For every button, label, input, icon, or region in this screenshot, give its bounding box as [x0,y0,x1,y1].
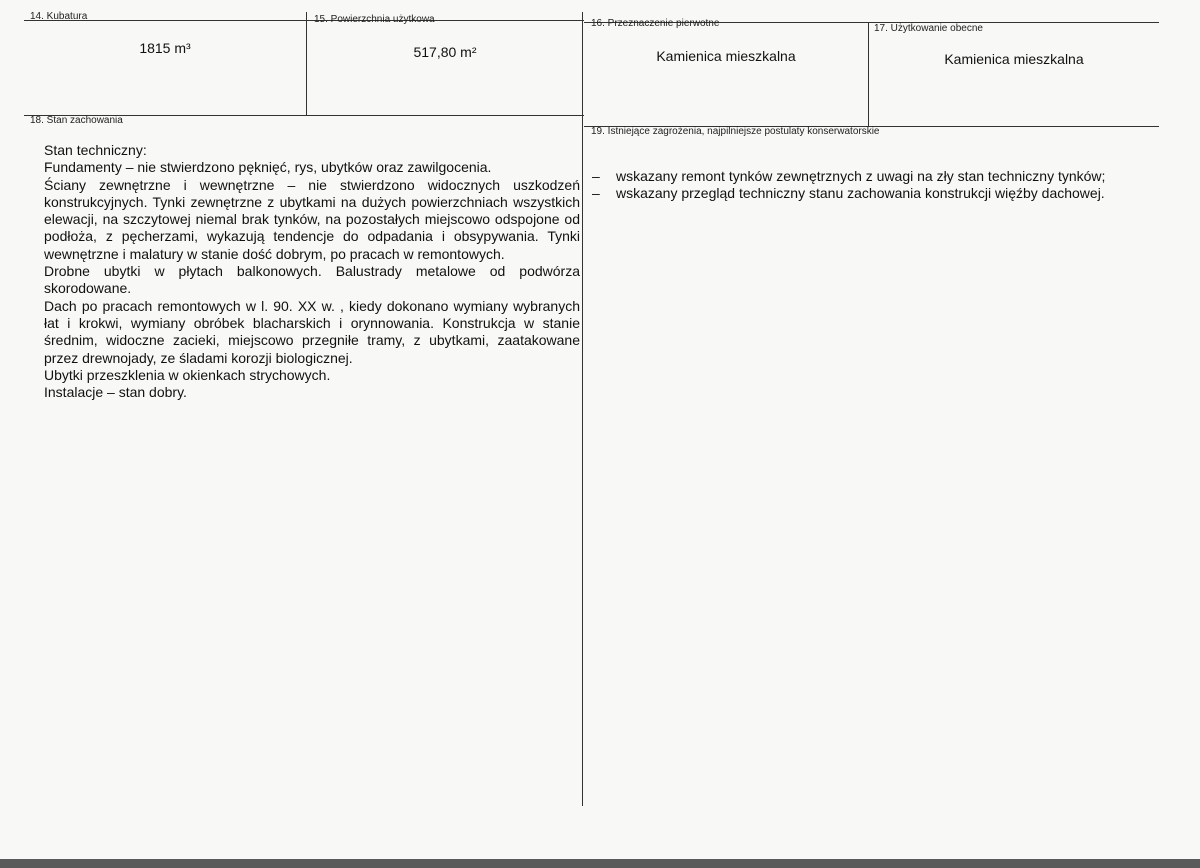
scan-bottom-edge [0,859,1200,868]
stan-paragraph: Instalacje – stan dobry. [44,384,187,401]
field-label-zagrozenia: 19. Istniejące zagrożenia, najpilniejsze postulaty konserwatorskie [591,126,880,137]
column-divider-17 [868,22,869,126]
dash-bullet: – [592,168,600,184]
list-item [592,168,1112,185]
list-item-text: wskazany remont tynków zewnętrznych z uwagi na zły stan techniczny tynków; [616,168,1106,184]
field-label-powierzchnia: 15. Powierzchnia użytkowa [314,14,435,25]
stan-paragraph: Ściany zewnętrzne i wewnętrzne – nie stwierdzono widocznych uszkodzeń konstrukcyjnych. Tynki zewnętrzne z ubytkami na dużych powierzchniach wszystkich elewacji, na szczytowej niemal brak tynków, na pozostałych miejscowo odspojone od podłoża, z pęcherzami, wykazują tendencje do odpadania i obsypywania. Tynki wewnętrzne i malatury w stanie dość dobrym, po pracach w remontowych. [44,176,580,262]
column-divider-main [582,12,583,806]
field-value-powierzchnia: 517,80 m² [413,44,477,60]
field-label-kubatura: 14. Kubatura [30,11,88,22]
stan-paragraph: Fundamenty – nie stwierdzono pęknięć, rys, ubytków oraz zawilgocenia. [44,159,492,176]
field-label-uzytkowanie: 17. Użytkowanie obecne [874,23,983,34]
field-value-uzytkowanie: Kamienica mieszkalna [944,51,1084,67]
column-divider-15 [306,12,307,115]
list-item-text: wskazany przegląd techniczny stanu zachowania konstrukcji więźby dachowej. [616,185,1105,202]
field-label-stan-zachowania: 18. Stan zachowania [30,115,123,126]
dash-bullet: – [592,185,600,202]
list-item [592,185,1112,202]
field-value-przeznaczenie: Kamienica mieszkalna [656,48,796,64]
field-value-kubatura: 1815 m³ [139,40,191,56]
stan-paragraph: Drobne ubytki w płytach balkonowych. Balustrady metalowe od podwórza skorodowane. [44,263,580,297]
stan-paragraph: Ubytki przeszklenia w okienkach strychowych. [44,366,331,383]
field-label-przeznaczenie: 16. Przeznaczenie pierwotne [591,18,720,29]
row-top-divider-left [24,20,584,21]
zagrozenia-list [592,168,1112,203]
stan-paragraph: Dach po pracach remontowych w l. 90. XX w. , kiedy dokonano wymiany wybranych łat i krokwi, wymiany obróbek blacharskich i orynnowania. Konstrukcja w stanie średnim, widoczne zacieki, miejscowo przegniłe tramy, z ubytkami, zaatakowane przez drewnojady, ze śladami korozji biologicznej. [44,297,580,366]
stan-zachowania-text [44,142,580,401]
stan-paragraph: Stan techniczny: [44,142,147,158]
